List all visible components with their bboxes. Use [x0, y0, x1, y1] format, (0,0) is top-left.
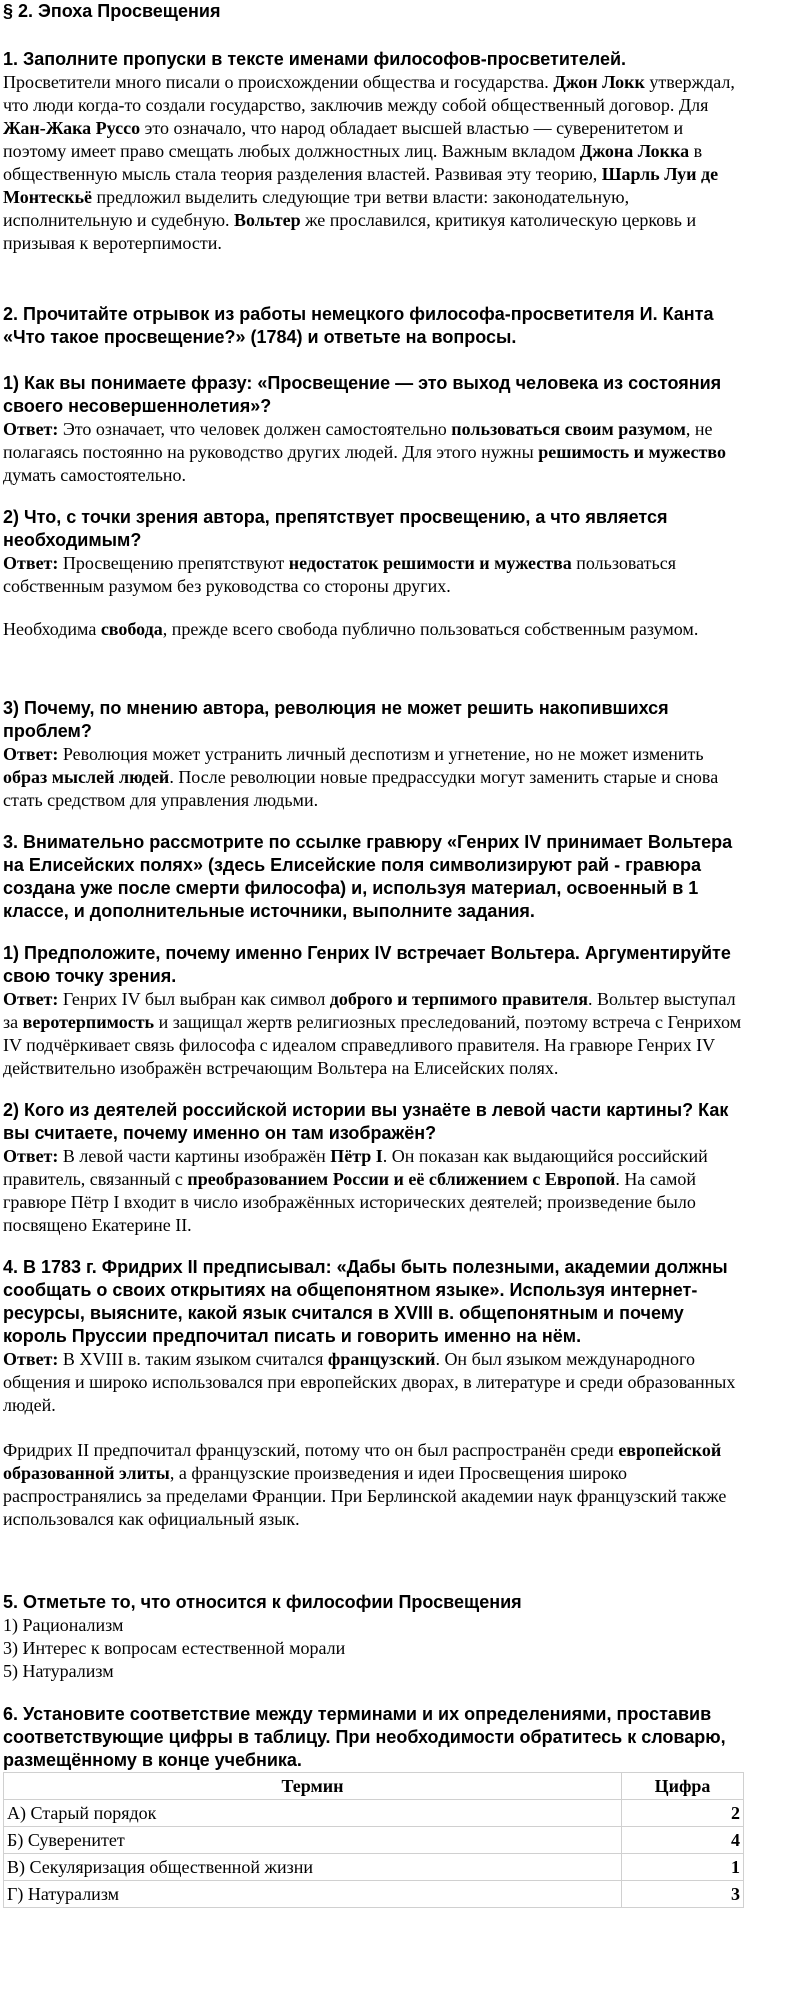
philosopher-name: Джон Локк — [553, 72, 645, 92]
text-run: и защищал жертв религиозных преследований, поэтому встреча с Генрихом IV подчёркивает связь философа с идеалом справедливого правителя. На гравюре Генрих IV действительно изображён встречающим Вольтера на Елисейских полях. — [3, 1012, 742, 1078]
text-run: Революция может устранить личный деспотизм и угнетение, но не может изменить — [58, 744, 704, 764]
question-3-heading: 3. Внимательно рассмотрите по ссылке гравюру «Генрих IV принимает Вольтера на Елисейских полях» (здесь Елисейские поля символизируют рай - гравюра создана уже после смерти философа) и, используя материал, освоенный в 1 классе, и дополнительные источники, выполните задания. — [3, 832, 733, 921]
text-run: Генрих IV был выбран как символ — [58, 989, 330, 1009]
digit-cell: 2 — [622, 1800, 744, 1827]
text-run: . Он был языком международного общения и широко использовался при европейских дворах, в литературе и среди образованных людей. — [3, 1349, 736, 1415]
answer-highlight: Пётр I — [330, 1146, 383, 1166]
table-row — [4, 1827, 744, 1854]
philosopher-name: Шарль Луи де Монтескьё — [3, 164, 719, 207]
question-3-1-heading: 1) Предположите, почему именно Генрих IV встречает Вольтера. Аргументируйте свою точку зрения. — [3, 943, 731, 986]
text-run: Просвещению препятствуют — [58, 553, 289, 573]
digit-cell: 4 — [622, 1827, 744, 1854]
term-cell: А) Старый порядок — [4, 1800, 622, 1827]
column-header-term: Термин — [4, 1773, 622, 1800]
text-run: . Он показан как выдающийся российский правитель, связанный с — [3, 1146, 708, 1189]
question-6-heading: 6. Установите соответствие между терминами и их определениями, проставив соответствующие цифры в таблицу. При необходимости обратитесь к словарю, размещённому в конце учебника. — [3, 1704, 726, 1770]
answer-label: Ответ: — [3, 1146, 59, 1166]
table-row — [4, 1854, 744, 1881]
text-run: . Вольтер выступал за — [3, 989, 736, 1032]
question-2-3-answer — [3, 743, 750, 812]
question-2-1-heading: 1) Как вы понимаете фразу: «Просвещение — это выход человека из состояния своего несовершеннолетия»? — [3, 373, 722, 416]
question-4-answer-continued — [3, 1439, 750, 1531]
answer-highlight: веротерпимость — [22, 1012, 155, 1032]
digit-cell: 3 — [622, 1881, 744, 1908]
answer-highlight: европейской образованной элиты — [3, 1440, 722, 1483]
question-5-heading: 5. Отметьте то, что относится к философии Просвещения — [3, 1592, 522, 1612]
question-3-1-answer — [3, 988, 750, 1080]
answer-label: Ответ: — [3, 744, 59, 764]
text-run: Это означает, что человек должен самостоятельно — [58, 419, 452, 439]
text-run: Фридрих II предпочитал французский, потому что он был распространён среди — [3, 1440, 619, 1460]
question-4-answer — [3, 1348, 750, 1417]
answer-highlight: пользоваться своим разумом — [451, 419, 686, 439]
philosophy-items-list — [3, 1614, 750, 1683]
text-run: , не полагаясь постоянно на руководство других людей. Для этого нужны — [3, 419, 713, 462]
question-3-2-answer — [3, 1145, 750, 1237]
answer-highlight: решимость и мужество — [538, 442, 726, 462]
answer-label: Ответ: — [3, 989, 59, 1009]
text-run: это означало, что народ обладает высшей властью — суверенитетом и поэтому имеет право смещать любых должностных лиц. Важным вкладом — [3, 118, 684, 161]
text-run: думать самостоятельно. — [3, 465, 187, 485]
philosopher-name: Джона Локка — [579, 141, 690, 161]
text-run: пользоваться собственным разумом без руководства со стороны других. — [3, 553, 677, 596]
philosopher-name: Жан-Жака Руссо — [3, 118, 141, 138]
text-run: , а французские произведения и идеи Просвещения широко распространялись за пределами Франции. При Берлинской академии наук французский также использовался как официальный язык. — [3, 1463, 727, 1529]
digit-cell: 1 — [622, 1854, 744, 1881]
table-row — [4, 1800, 744, 1827]
question-1-heading: 1. Заполните пропуски в тексте именами философов-просветителей. — [3, 49, 627, 69]
text-run: же прославился, критикуя католическую церковь и призывая к веротерпимости. — [3, 210, 697, 253]
table-row — [4, 1881, 744, 1908]
terms-table — [3, 1772, 744, 1908]
question-4-heading: 4. В 1783 г. Фридрих II предписывал: «Дабы быть полезными, академии должны сообщать о своих открытиях на общепонятном языке». Используя интернет-ресурсы, выясните, какой язык считался в XVIII в. общепонятным и почему король Пруссии предпочитал писать и говорить именно на нём. — [3, 1257, 728, 1346]
text-run: В левой части картины изображён — [58, 1146, 331, 1166]
text-run: предложил выделить следующие три ветви власти: законодательную, исполнительную и судебную. — [3, 187, 630, 230]
question-2-heading: 2. Прочитайте отрывок из работы немецкого философа-просветителя И. Канта «Что такое просвещение?» (1784) и ответьте на вопросы. — [3, 304, 714, 347]
text-run: . После революции новые предрассудки могут заменить старые и снова стать средством для управления людьми. — [3, 767, 719, 810]
column-header-digit: Цифра — [622, 1773, 744, 1800]
answer-highlight: свобода — [100, 619, 163, 639]
question-2-2-heading: 2) Что, с точки зрения автора, препятствует просвещению, а что является необходимым? — [3, 507, 668, 550]
question-2-2-answer-continued — [3, 618, 750, 641]
text-run: Необходима — [3, 619, 101, 639]
answer-highlight: французский — [327, 1349, 436, 1369]
question-2-3-heading: 3) Почему, по мнению автора, революция не может решить накопившихся проблем? — [3, 698, 669, 741]
question-3-2-heading: 2) Кого из деятелей российской истории вы узнаёте в левой части картины? Как вы считаете, почему именно он там изображён? — [3, 1100, 729, 1143]
answer-label: Ответ: — [3, 553, 59, 573]
answer-highlight: преобразованием России и её сближением с Европой — [187, 1169, 616, 1189]
text-run: Просветители много писали о происхождении общества и государства. — [3, 72, 554, 92]
question-2-1-answer — [3, 418, 750, 487]
term-cell: В) Секуляризация общественной жизни — [4, 1854, 622, 1881]
answer-label: Ответ: — [3, 419, 59, 439]
question-2-2-answer — [3, 552, 750, 598]
question-1-text — [3, 71, 750, 255]
answer-highlight: образ мыслей людей — [3, 767, 170, 787]
term-cell: Г) Натурализм — [4, 1881, 622, 1908]
term-cell: Б) Суверенитет — [4, 1827, 622, 1854]
text-run: В XVIII в. таким языком считался — [58, 1349, 328, 1369]
answer-highlight: недостаток решимости и мужества — [288, 553, 572, 573]
list-item: 1) Рационализм — [3, 1615, 124, 1635]
text-run: утверждал, что люди когда-то создали государство, заключив между собой общественный договор. Для — [3, 72, 735, 115]
answer-label: Ответ: — [3, 1349, 59, 1369]
answer-highlight: доброго и терпимого правителя — [329, 989, 588, 1009]
text-run: . На самой гравюре Пётр I входит в число изображённых исторических деятелей; произведение было посвящено Екатерине II. — [3, 1169, 697, 1235]
text-run: в общественную мысль стала теория разделения властей. Развивая эту теорию, — [3, 141, 703, 184]
page-title: § 2. Эпоха Просвещения — [3, 1, 221, 21]
list-item: 5) Натурализм — [3, 1661, 114, 1681]
text-run: , прежде всего свобода публично пользоваться собственным разумом. — [162, 619, 699, 639]
table-header-row — [4, 1773, 744, 1800]
list-item: 3) Интерес к вопросам естественной морали — [3, 1638, 346, 1658]
philosopher-name: Вольтер — [234, 210, 301, 230]
